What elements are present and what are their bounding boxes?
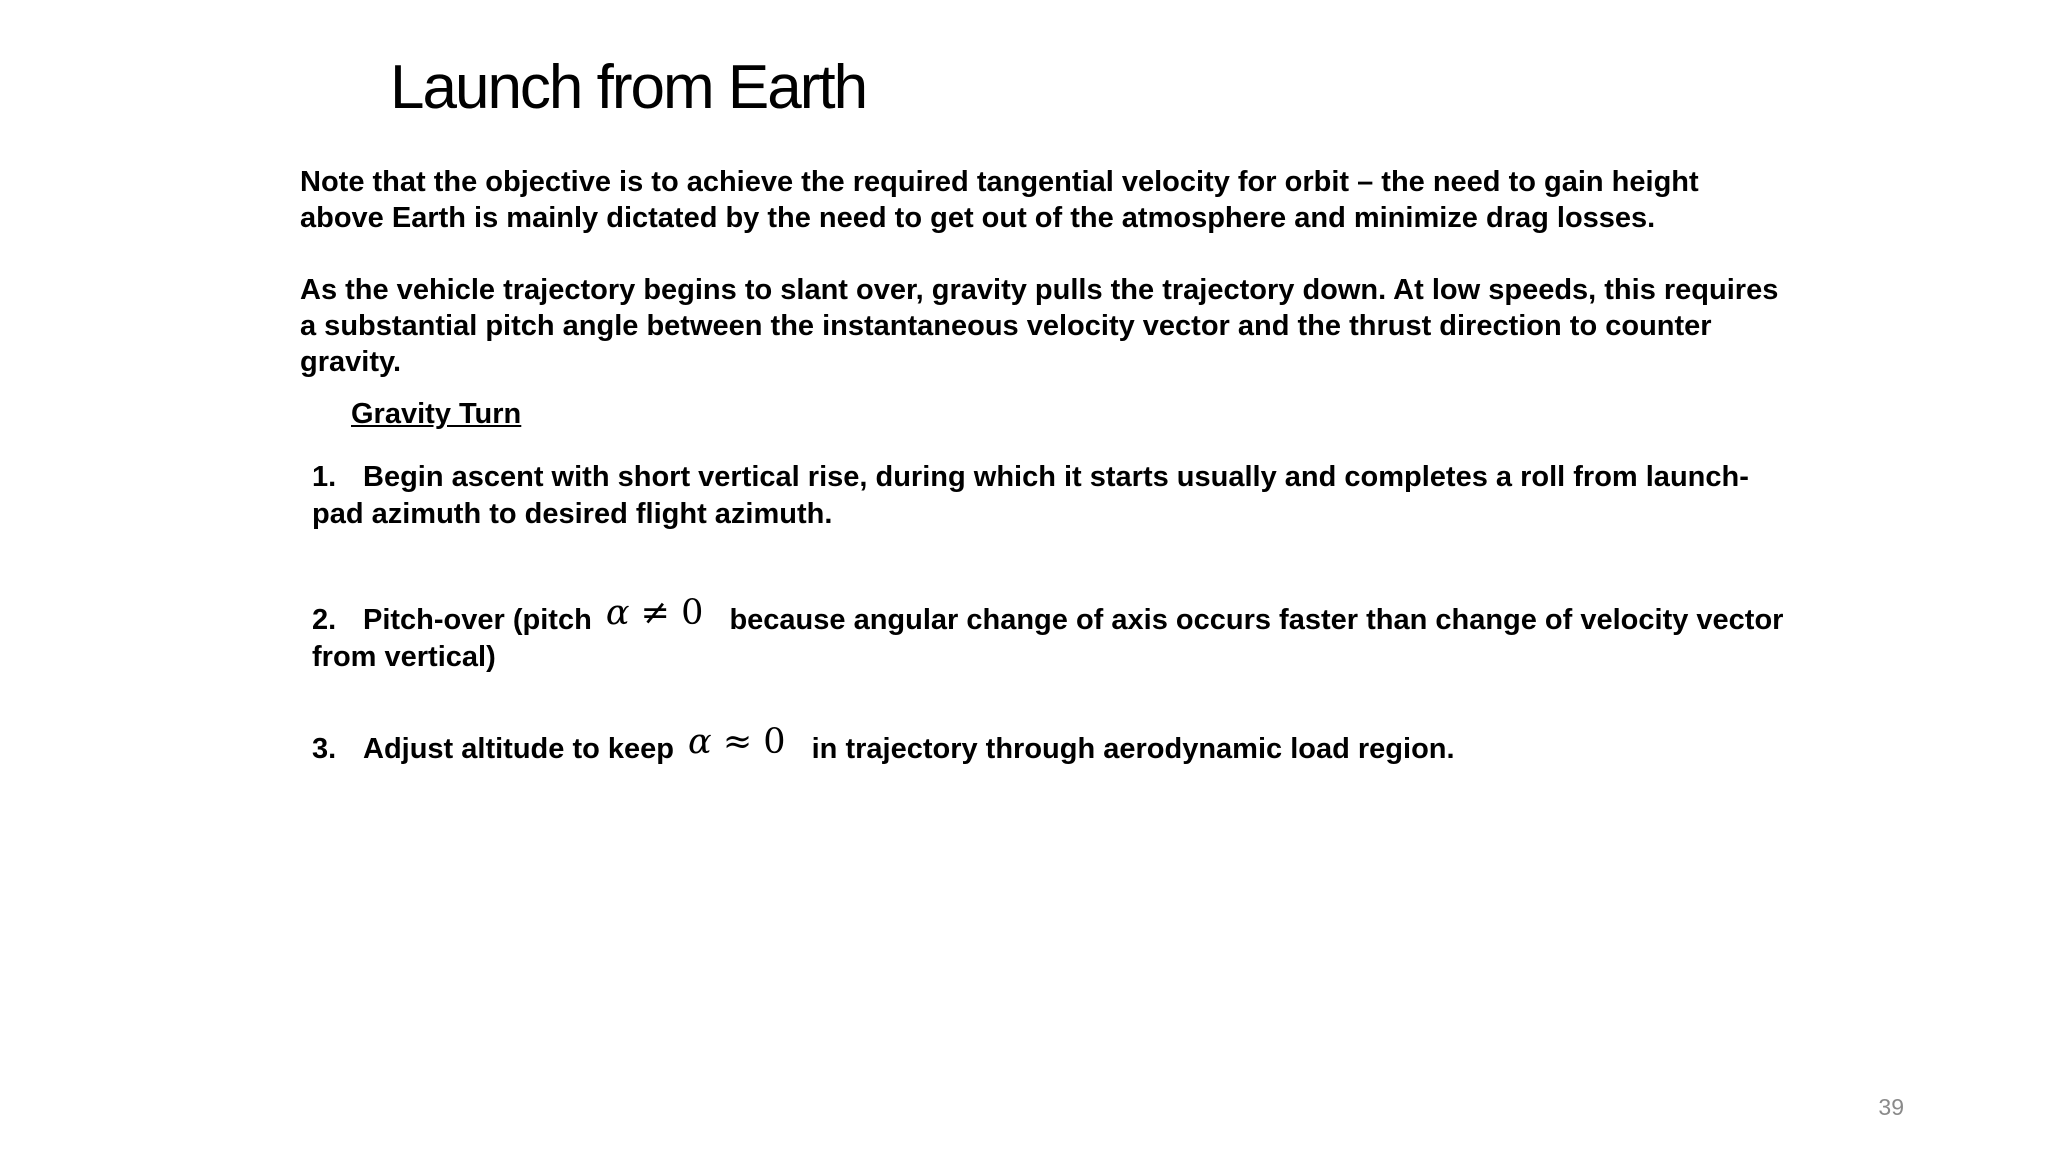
- math-relation: ≠ 0: [629, 593, 704, 633]
- step-number: 1.: [312, 461, 337, 493]
- step-text-after: in trajectory through aerodynamic load region.: [811, 733, 1455, 765]
- math-relation: ≈ 0: [711, 722, 786, 762]
- step-number: 2.: [312, 604, 337, 636]
- subheading-gravity-turn: Gravity Turn: [351, 398, 522, 430]
- step-3: [312, 722, 1792, 768]
- math-expression: [606, 593, 704, 633]
- step-text-before: Adjust altitude to keep: [363, 733, 674, 765]
- paragraph-trajectory: As the vehicle trajectory begins to slant over, gravity pulls the trajectory down. At low speeds, this requires a substantial pitch angle between the instantaneous velocity vector and the thrust direction to counter gravity.: [300, 274, 1779, 378]
- math-expression: [688, 722, 786, 762]
- math-variable: α: [605, 593, 630, 633]
- step-text: Begin ascent with short vertical rise, during which it starts usually and completes a roll from launch-pad azimuth to desired flight azimuth.: [312, 461, 1749, 530]
- math-variable: α: [688, 722, 712, 762]
- step-text-after: because angular change of axis occurs faster than change of velocity vector from vertical): [312, 604, 1784, 673]
- slide-title: Launch from Earth: [390, 53, 867, 122]
- step-1: [312, 459, 1792, 533]
- step-2: [312, 593, 1792, 676]
- paragraph-objective: Note that the objective is to achieve the required tangential velocity for orbit – the need to gain height above Earth is mainly dictated by the need to get out of the atmosphere and minimize drag losses.: [300, 166, 1699, 234]
- page-number: 39: [1878, 1094, 1904, 1120]
- step-number: 3.: [312, 733, 337, 765]
- step-text-before: Pitch-over (pitch: [363, 604, 592, 636]
